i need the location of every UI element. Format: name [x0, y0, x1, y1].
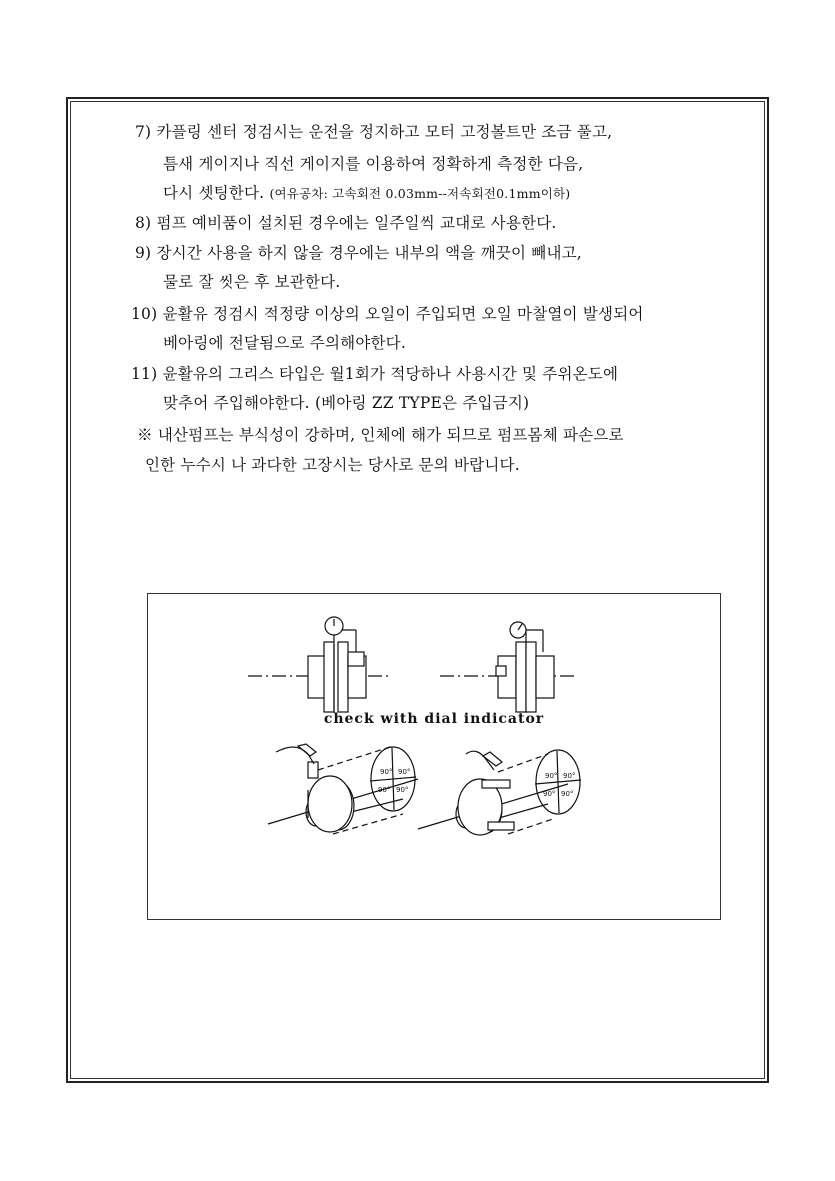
- angle-label: 90°: [378, 786, 391, 794]
- item-10-line-2: 베아링에 전달됨으로 주의해야한다.: [163, 334, 406, 352]
- item-7-line-1: 7) 카플링 센터 정검시는 운전을 정지하고 모터 고정볼트만 조금 풀고,: [135, 123, 613, 141]
- angle-label: 90°: [563, 772, 576, 780]
- item-10-line-1: 10) 윤활유 정검시 적정량 이상의 오일이 주입되면 오일 마찰열이 발생되어: [131, 305, 644, 323]
- item-11-line-1: 11) 윤활유의 그리스 타입은 월1회가 적당하나 사용시간 및 주위온도에: [131, 365, 619, 383]
- coupling-figure: [147, 593, 721, 920]
- coupling-illustration: [148, 594, 720, 919]
- item-9-line-2: 물로 잘 씻은 후 보관한다.: [163, 273, 341, 291]
- note-line-2: 인한 누수시 나 과다한 고장시는 당사로 문의 바랍니다.: [145, 456, 520, 474]
- item-11-line-2: 맞추어 주입해야한다. (베아링 ZZ TYPE은 주입금지): [163, 394, 530, 412]
- item-8: 8) 펌프 예비품이 설치된 경우에는 일주일씩 교대로 사용한다.: [135, 214, 557, 232]
- figure-caption: check with dial indicator: [323, 711, 545, 727]
- angle-label: 90°: [545, 772, 558, 780]
- angle-label: 90°: [561, 790, 574, 798]
- coupling-top-left: [248, 617, 388, 712]
- angle-label: 90°: [543, 790, 556, 798]
- alignment-bottom-right: [418, 750, 581, 835]
- item-7-line-2: 틈새 게이지나 직선 게이지를 이용하여 정확하게 측정한 다음,: [163, 155, 584, 173]
- item-9-line-1: 9) 장시간 사용을 하지 않을 경우에는 내부의 액을 깨끗이 빼내고,: [135, 244, 582, 262]
- note-line-1: ※ 내산펌프는 부식성이 강하며, 인체에 해가 되므로 펌프몸체 파손으로: [137, 426, 624, 444]
- angle-label: 90°: [396, 786, 409, 794]
- angle-label: 90°: [380, 768, 393, 776]
- item-7-line-3: 다시 셋팅한다. (여유공차: 고속회전 0.03mm--저속회전0.1mm이하): [163, 184, 571, 202]
- coupling-top-right: [440, 622, 578, 712]
- angle-label: 90°: [398, 768, 411, 776]
